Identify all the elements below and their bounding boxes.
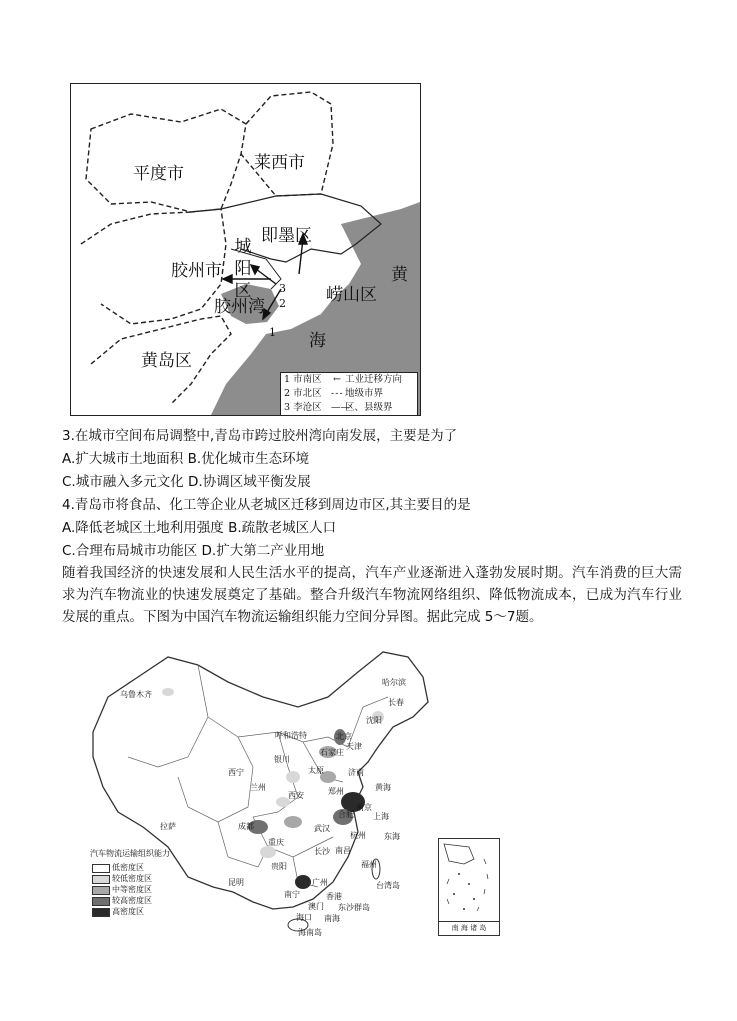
legend-row3-left: 3 李沧区 (284, 402, 322, 413)
legend-row1-left: 1 市南区 (284, 374, 322, 385)
arrow-symbol-icon: ← (333, 374, 341, 385)
laixi-boundary (241, 92, 333, 196)
inset-shapes (439, 839, 499, 919)
city-wuhan: 武汉 (314, 824, 330, 833)
city-lhasa: 拉萨 (160, 822, 176, 831)
city-nanchang: 南昌 (335, 846, 351, 855)
city-shanghai: 上海 (373, 812, 389, 821)
legend-title: 汽车物流运输组织能力 (90, 849, 170, 858)
city-hangzhou: 杭州 (350, 831, 366, 840)
city-taiwan: 台湾岛 (376, 881, 400, 890)
legend-row2-left: 2 市北区 (284, 388, 322, 399)
label-hainan-island: 海南岛 (298, 928, 322, 937)
label-nanhai: 南海 (324, 914, 340, 923)
label-laoshan: 崂山区 (326, 285, 377, 305)
city-shenyang: 沈阳 (366, 716, 382, 725)
legend-row3-right: 区、县级界 (345, 402, 393, 413)
city-jinan: 济南 (348, 768, 364, 777)
label-jimo: 即墨区 (261, 226, 312, 246)
qingdao-map (70, 83, 421, 416)
city-hohhot: 呼和浩特 (275, 731, 307, 740)
china-map-legend (90, 848, 170, 917)
label-district-2: 2 (279, 297, 286, 310)
city-xian: 西安 (288, 791, 304, 800)
city-haikou: 海口 (296, 913, 312, 922)
city-guangzhou: 广州 (312, 878, 328, 887)
city-hefei: 合肥 (338, 810, 354, 819)
legend-row1-right: 工业迁移方向 (345, 374, 403, 385)
city-zhengzhou: 郑州 (328, 787, 344, 796)
label-district-1: 1 (269, 326, 276, 339)
inset-title: 南 海 诸 岛 (439, 921, 499, 935)
legend-row2-right: 地级市界 (345, 388, 384, 399)
question-4-options-ab: A.降低老城区土地利用强度 B.疏散老城区人口 (62, 520, 337, 536)
city-beijing: 北京 (336, 732, 352, 741)
legend-item-label: 低密度区 (112, 863, 144, 872)
city-changchun: 长春 (388, 698, 404, 707)
city-taiyuan: 太原 (308, 766, 324, 775)
label-jiaozhou-bay: 胶州湾 (214, 297, 265, 317)
south-china-sea-inset (438, 838, 500, 936)
legend-item-label: 较低密度区 (112, 874, 152, 883)
city-harbin: 哈尔滨 (382, 678, 406, 687)
legend-item-lower (90, 873, 170, 884)
city-urumqi: 乌鲁木齐 (120, 690, 152, 699)
question-3-options-cd: C.城市融入多元文化 D.协调区域平衡发展 (62, 474, 311, 490)
city-kunming: 昆明 (228, 878, 244, 887)
label-district-3: 3 (279, 282, 286, 295)
question-4-options-cd: C.合理布局城市功能区 D.扩大第二产业用地 (62, 543, 325, 559)
city-yinchuan: 银川 (274, 755, 290, 764)
city-xining: 西宁 (228, 768, 244, 777)
legend-item-medium (90, 884, 170, 895)
city-lanzhou: 兰州 (250, 783, 266, 792)
question-4-stem: 4.青岛市将食品、化工等企业从老城区迁移到周边市区,其主要目的是 (62, 497, 471, 513)
label-chengyang: 城阳区 (234, 237, 252, 301)
city-huanghai: 黄海 (375, 783, 391, 792)
label-jiaozhou-city: 胶州市 (171, 261, 222, 281)
legend-item-higher (90, 895, 170, 906)
question-3-options-ab: A.扩大城市土地面积 B.优化城市生态环境 (62, 451, 310, 467)
city-tianjin: 天津 (346, 742, 362, 751)
city-nanjing: 南京 (356, 803, 372, 812)
city-chengdu: 成都 (238, 822, 254, 831)
city-fuzhou: 福州 (361, 860, 377, 869)
legend-item-label: 中等密度区 (112, 885, 152, 894)
solid-line-symbol: —— (331, 402, 350, 413)
city-guiyang: 贵阳 (271, 862, 287, 871)
label-huang: 黄 (391, 265, 408, 285)
city-donghai: 东海 (384, 832, 400, 841)
city-changsha: 长沙 (314, 847, 330, 856)
label-huangdao: 黄岛区 (141, 351, 192, 371)
legend-item-label: 较高密度区 (112, 896, 152, 905)
label-laixi: 莱西市 (254, 153, 305, 173)
city-shijiazhuang: 石家庄 (320, 748, 344, 757)
city-macao: 澳门 (308, 902, 324, 911)
city-dongsha: 东沙群岛 (338, 903, 370, 912)
city-nanning: 南宁 (284, 890, 300, 899)
label-hai: 海 (309, 331, 326, 351)
legend-item-low (90, 862, 170, 873)
question-3-stem: 3.在城市空间布局调整中,青岛市跨过胶州湾向南发展，主要是为了 (62, 428, 458, 444)
city-hongkong: 香港 (326, 892, 342, 901)
label-pingdu: 平度市 (133, 164, 184, 184)
passage-text: 随着我国经济的快速发展和人民生活水平的提高，汽车产业逐渐进入蓬勃发展时期。汽车消费的巨大需求为汽车物流业的快速发展奠定了基础。整合升级汽车物流网络组织、降低物流成本，已成为汽车行业发展的重点。下图为中国汽车物流运输组织能力空间分异图。据此完成 5～7题。 (62, 565, 682, 625)
dashed-line-symbol: - - - (331, 388, 342, 399)
legend-item-high (90, 906, 170, 917)
legend-item-label: 高密度区 (112, 907, 144, 916)
qingdao-map-legend (280, 372, 418, 416)
city-chongqing: 重庆 (268, 838, 284, 847)
